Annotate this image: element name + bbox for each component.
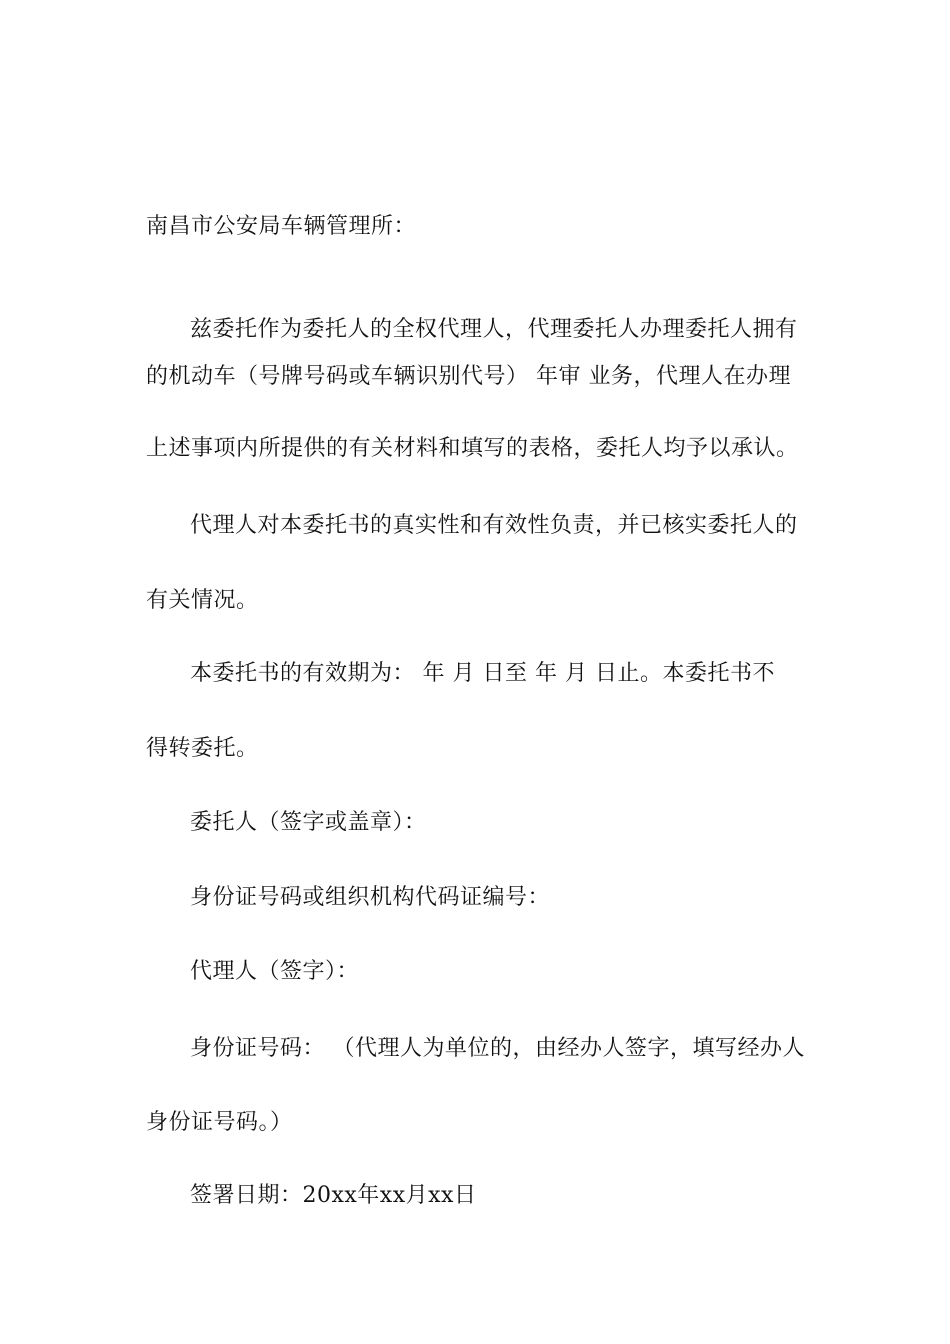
- principal-id-field: 身份证号码或组织机构代码证编号：: [190, 885, 551, 910]
- sign-date: 签署日期：20xx年xx月xx日: [190, 1183, 477, 1208]
- agent-id-line-2: 身份证号码。）: [146, 1110, 293, 1135]
- paragraph-2-line-2: 有关情况。: [146, 588, 259, 613]
- agent-id-line-1: 身份证号码： （代理人为单位的，由经办人签字，填写经办人: [190, 1036, 805, 1061]
- agent-signature-field: 代理人（签字）：: [190, 959, 360, 984]
- principal-signature-field: 委托人（签字或盖章）：: [190, 810, 427, 835]
- salutation: 南昌市公安局车辆管理所：: [146, 214, 417, 239]
- paragraph-1-line-3: 上述事项内所提供的有关材料和填写的表格，委托人均予以承认。: [146, 436, 799, 461]
- paragraph-2-line-1: 代理人对本委托书的真实性和有效性负责，并已核实委托人的: [190, 513, 798, 538]
- paragraph-3-line-2: 得转委托。: [146, 736, 259, 761]
- paragraph-3-line-1: 本委托书的有效期为： 年 月 日至 年 月 日止。本委托书不: [190, 661, 775, 686]
- paragraph-1-line-1: 兹委托作为委托人的全权代理人，代理委托人办理委托人拥有: [190, 317, 798, 342]
- paragraph-1-line-2: 的机动车（号牌号码或车辆识别代号） 年审 业务，代理人在办理: [146, 364, 791, 389]
